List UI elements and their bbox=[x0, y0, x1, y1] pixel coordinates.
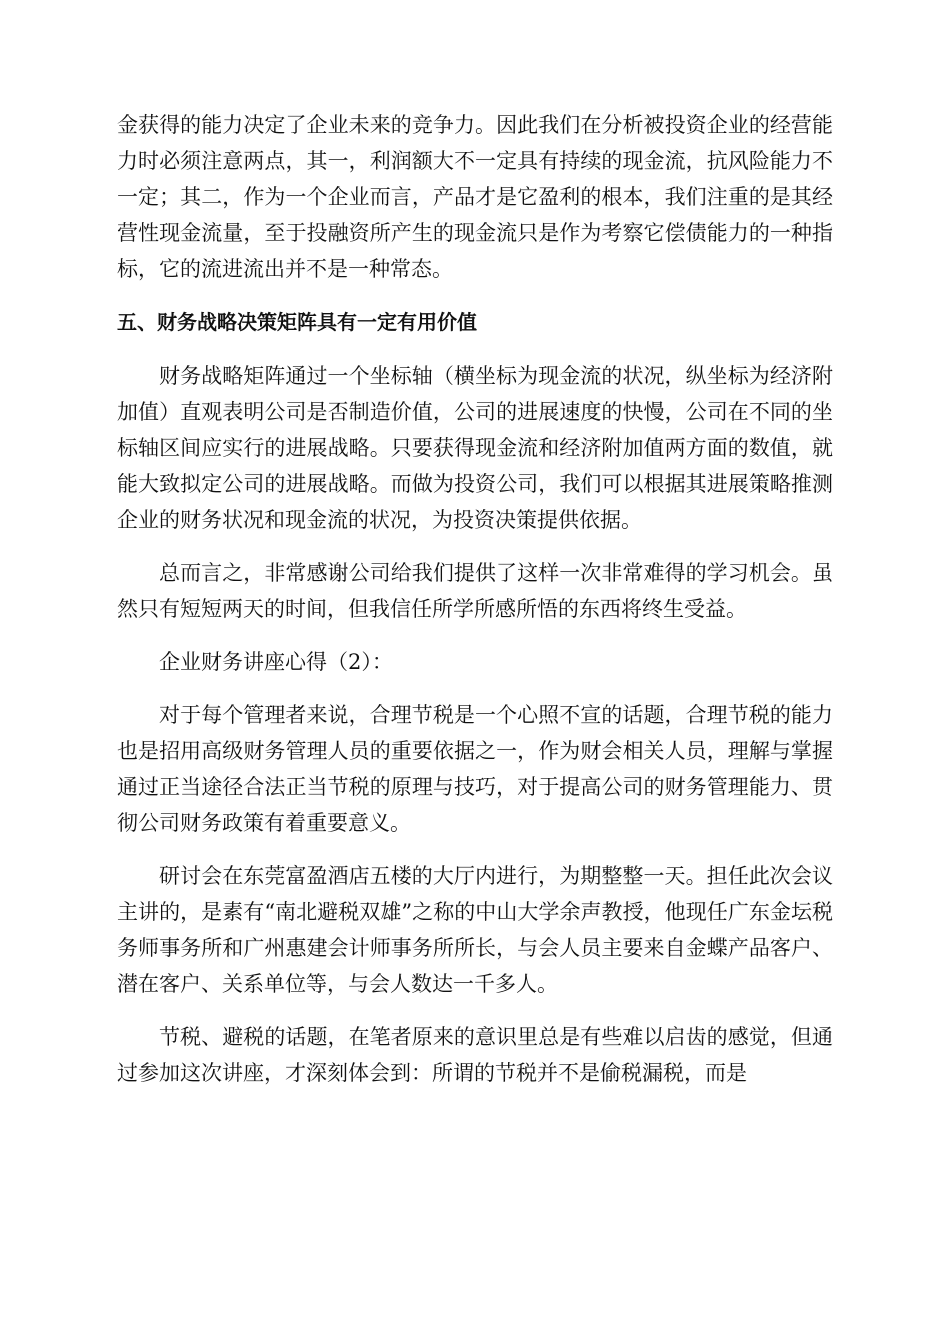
section-heading: 五、财务战略决策矩阵具有一定有用价值 bbox=[117, 310, 477, 334]
paragraph: 研讨会在东莞富盈酒店五楼的大厅内进行，为期整整一天。担任此次会议主讲的，是素有“南北避税双雄”之称的中山大学余声教授，他现任广东金坛税务师事务所和广州惠建会计师事务所所长，与会人员主要来自金蝶产品客户、潜在客户、关系单位等，与会人数达一千多人。 bbox=[117, 864, 833, 996]
paragraph: 对于每个管理者来说，合理节税是一个心照不宣的话题，合理节税的能力也是招用高级财务管理人员的重要依据之一，作为财会相关人员，理解与掌握通过正当途径合法正当节税的原理与技巧，对于提高公司的财务管理能力、贯彻公司财务政策有着重要意义。 bbox=[117, 703, 833, 835]
paragraph: 财务战略矩阵通过一个坐标轴（横坐标为现金流的状况，纵坐标为经济附加值）直观表明公司是否制造价值，公司的进展速度的快慢，公司在不同的坐标轴区间应实行的进展战略。只要获得现金流和经济附加值两方面的数值，就能大致拟定公司的进展战略。而做为投资公司，我们可以根据其进展策略推测企业的财务状况和现金流的状况，为投资决策提供依据。 bbox=[117, 364, 833, 532]
document-page bbox=[117, 107, 833, 1108]
paragraph-subtitle: 企业财务讲座心得（2）： bbox=[159, 650, 393, 674]
paragraph: 总而言之，非常感谢公司给我们提供了这样一次非常难得的学习机会。虽然只有短短两天的时间，但我信任所学所感所悟的东西将终生受益。 bbox=[117, 561, 833, 621]
paragraph: 节税、避税的话题，在笔者原来的意识里总是有些难以启齿的感觉，但通过参加这次讲座，才深刻体会到：所谓的节税并不是偷税漏税，而是 bbox=[117, 1025, 833, 1085]
paragraph-continuation: 金获得的能力决定了企业未来的竞争力。因此我们在分析被投资企业的经营能力时必须注意两点，其一，利润额大不一定具有持续的现金流，抗风险能力不一定；其二，作为一个企业而言，产品才是它盈利的根本，我们注重的是其经营性现金流量，至于投融资所产生的现金流只是作为考察它偿债能力的一种指标，它的流进流出并不是一种常态。 bbox=[117, 113, 833, 281]
